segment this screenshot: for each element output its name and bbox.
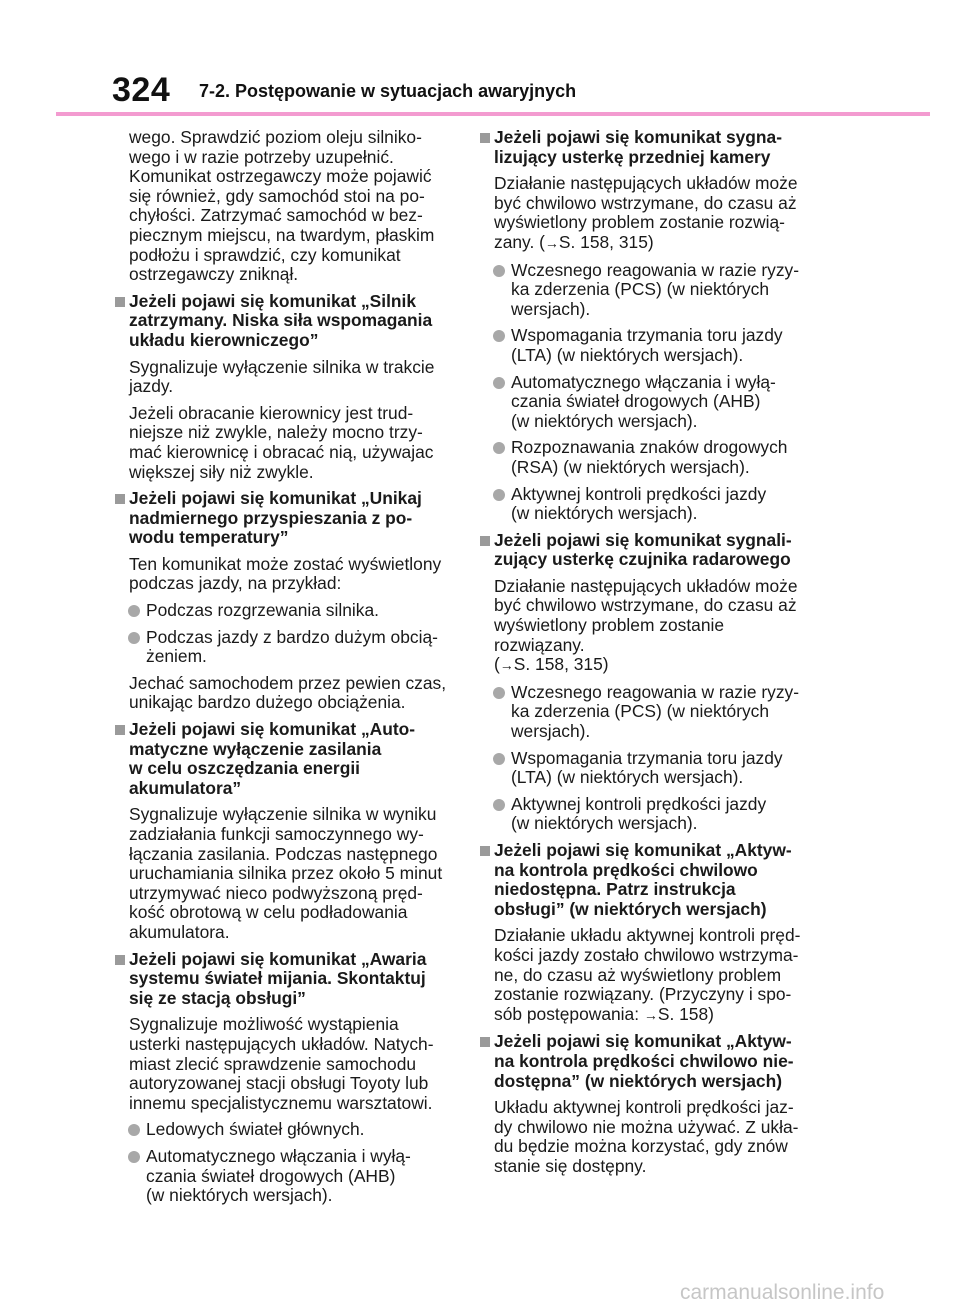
list-item (480, 438, 814, 477)
circle-bullet-icon (493, 377, 505, 389)
paragraph: Ten komunikat może zostać wyświetlony podczas jazdy, na przykład: (129, 553, 442, 594)
watermark: carmanualsonline.info (680, 1281, 885, 1304)
circle-bullet-icon (128, 1151, 140, 1163)
list-item (115, 601, 447, 621)
paragraph: Sygnalizuje możliwość wystąpienia usterki następujących układów. Natych- miast zlecić sprawdzenie samochodu autoryzowanej stacji obsługi Toyoty lub innemu specjalistycznemu warsztatowi. (129, 1014, 434, 1113)
list-item (480, 749, 814, 788)
square-bullet-icon (480, 1037, 490, 1047)
list-item (480, 373, 814, 432)
circle-bullet-icon (493, 687, 505, 699)
paragraph: Układu aktywnej kontroli prędkości jaz- dy chwilowo nie można używać. Z ukła- du będzie można korzystać, gdy znów stanie się dostępny. (494, 1097, 799, 1176)
circle-bullet-icon (128, 605, 140, 617)
arrow-right-icon: → (544, 234, 559, 251)
circle-bullet-icon (128, 1124, 140, 1136)
list-item (115, 628, 447, 667)
page-header (0, 0, 960, 120)
header-rule (56, 112, 930, 116)
subheading (480, 531, 814, 570)
circle-bullet-icon (493, 489, 505, 501)
square-bullet-icon (115, 725, 125, 735)
subheading-text: Jeżeli pojawi się komunikat „Silnik zatrzymany. Niska siła wspomagania układu kierowniczego” (129, 290, 433, 350)
section-title: 7-2. Postępowanie w sytuacjach awaryjnych (199, 81, 577, 101)
list-item-text: Wczesnego reagowania w razie ryzy- ka zderzenia (PCS) (w niektórych wersjach). (511, 681, 800, 742)
subheading (115, 292, 447, 351)
circle-bullet-icon (493, 330, 505, 342)
list-item-text: Wczesnego reagowania w razie ryzy- ka zderzenia (PCS) (w niektórych wersjach). (511, 259, 800, 319)
list-item (480, 485, 814, 524)
list-item-text: Automatycznego włączania i wyłą- czania świateł drogowych (AHB) (w niektórych wersjach). (146, 1145, 411, 1206)
subheading-text: Jeżeli pojawi się komunikat sygnali- zujący usterkę czujnika radarowego (494, 529, 792, 570)
list-item-text: Podczas jazdy z bardzo dużym obcią- żeniem. (146, 626, 438, 667)
list-item (480, 261, 814, 320)
paragraph-text: Działanie układu aktywnej kontroli pręd- kości jazdy zostało chwilowo wstrzyma- ne, do czasu aż wyświetlony problem zostanie rozwiązany. (Przyczyny i spo- (494, 925, 801, 1005)
list-item (480, 326, 814, 365)
paragraph: wego. Sprawdzić poziom oleju silniko- wego i w razie potrzeby uzupełnić. Komunikat ostrzegawczy może pojawić się również, gdy samochód stoi na po- chyłości. Zatrzymać samochód w bez- piecznym miejscu, na twardym, płaskim podłożu i sprawdzić, czy komunikat ostrzegawczy zniknął. (129, 127, 435, 285)
square-bullet-icon (115, 297, 125, 307)
paragraph: Sygnalizuje wyłączenie silnika w trakcie jazdy. (129, 356, 435, 397)
square-bullet-icon (115, 955, 125, 965)
subheading (480, 841, 814, 919)
right-column (480, 128, 814, 1184)
list-item (480, 795, 814, 834)
paragraph-text: Działanie następujących układów może być chwilowo wstrzymane, do czasu aż wyświetlony problem zostanie rozwią- (494, 173, 798, 233)
circle-bullet-icon (493, 753, 505, 765)
arrow-right-icon: → (643, 1006, 658, 1023)
list-item-text: Rozpoznawania znaków drogowych (RSA) (w niektórych wersjach). (511, 437, 788, 477)
square-bullet-icon (115, 494, 125, 504)
subheading (480, 1032, 814, 1091)
subheading-text: Jeżeli pojawi się komunikat „Aktyw- na kontrola prędkości chwilowo niedostępna. Patrz instrukcja obsługi” (w niektórych wersjach) (494, 840, 792, 919)
circle-bullet-icon (128, 632, 140, 644)
list-item-text: Aktywnej kontroli prędkości jazdy (w niektórych wersjach). (511, 793, 767, 834)
square-bullet-icon (480, 846, 490, 856)
list-item-text: Aktywnej kontroli prędkości jazdy (w niektórych wersjach). (511, 483, 767, 524)
circle-bullet-icon (493, 265, 505, 277)
list-item-text: Wspomagania trzymania toru jazdy (LTA) (w niektórych wersjach). (511, 325, 783, 365)
subheading (115, 489, 447, 548)
list-item-text: Wspomagania trzymania toru jazdy (LTA) (w niektórych wersjach). (511, 747, 783, 788)
subheading-text: Jeżeli pojawi się komunikat „Unikaj nadmiernego przyspieszania z po- wodu temperatury” (129, 488, 422, 548)
paragraph (480, 577, 814, 676)
circle-bullet-icon (493, 799, 505, 811)
subheading-text: Jeżeli pojawi się komunikat „Aktyw- na kontrola prędkości chwilowo nie- dostępna” (w niektórych wersjach) (494, 1031, 794, 1091)
subheading (480, 128, 814, 167)
list-item-text: Ledowych świateł głównych. (146, 1119, 365, 1140)
paragraph: Sygnalizuje wyłączenie silnika w wyniku zadziałania funkcji samoczynnego wy- łączania zasilania. Podczas następnego uruchamiania silnika przez około 5 minut utrzymywać nieco podwyższoną pręd- kość obrotową w celu podładowania akumulatora. (129, 804, 443, 942)
page-number: 324 (112, 71, 171, 109)
subheading-text: Jeżeli pojawi się komunikat „Auto- matyczne wyłączenie zasilania w celu oszczędzania energii akumulatora” (129, 719, 416, 798)
left-column (115, 128, 447, 1213)
paragraph (480, 174, 814, 253)
paragraph: Jechać samochodem przez pewien czas, unikając bardzo dużego obciążenia. (129, 672, 447, 713)
list-item (115, 1147, 447, 1206)
subheading-text: Jeżeli pojawi się komunikat „Awaria systemu świateł mijania. Skontaktuj się ze stacją obsługi” (129, 948, 427, 1008)
circle-bullet-icon (493, 442, 505, 454)
subheading (115, 950, 447, 1009)
list-item-text: Podczas rozgrzewania silnika. (146, 600, 379, 621)
paragraph (480, 926, 814, 1025)
paragraph-text: Działanie następujących układów może być chwilowo wstrzymane, do czasu aż wyświetlony problem zostanie rozwiązany. (494, 575, 798, 655)
cross-reference: zany. (→S. 158, 315) (494, 231, 654, 252)
list-item-text: Automatycznego włączania i wyłą- czania świateł drogowych (AHB) (w niektórych wersjach). (511, 371, 776, 431)
list-item (115, 1120, 447, 1140)
paragraph: Jeżeli obracanie kierownicy jest trud- niejsze niż zwykle, należy mocno trzy- mać kierownicę i obracać nią, używajac większej siły niż zwykle. (129, 402, 434, 482)
cross-reference: sób postępowania: →S. 158) (494, 1003, 714, 1024)
list-item (480, 683, 814, 742)
square-bullet-icon (480, 133, 490, 143)
square-bullet-icon (480, 536, 490, 546)
cross-reference: (→S. 158, 315) (494, 654, 609, 675)
subheading-text: Jeżeli pojawi się komunikat sygna- lizujący usterkę przedniej kamery (494, 127, 783, 167)
arrow-right-icon: → (499, 657, 514, 674)
subheading (115, 720, 447, 798)
